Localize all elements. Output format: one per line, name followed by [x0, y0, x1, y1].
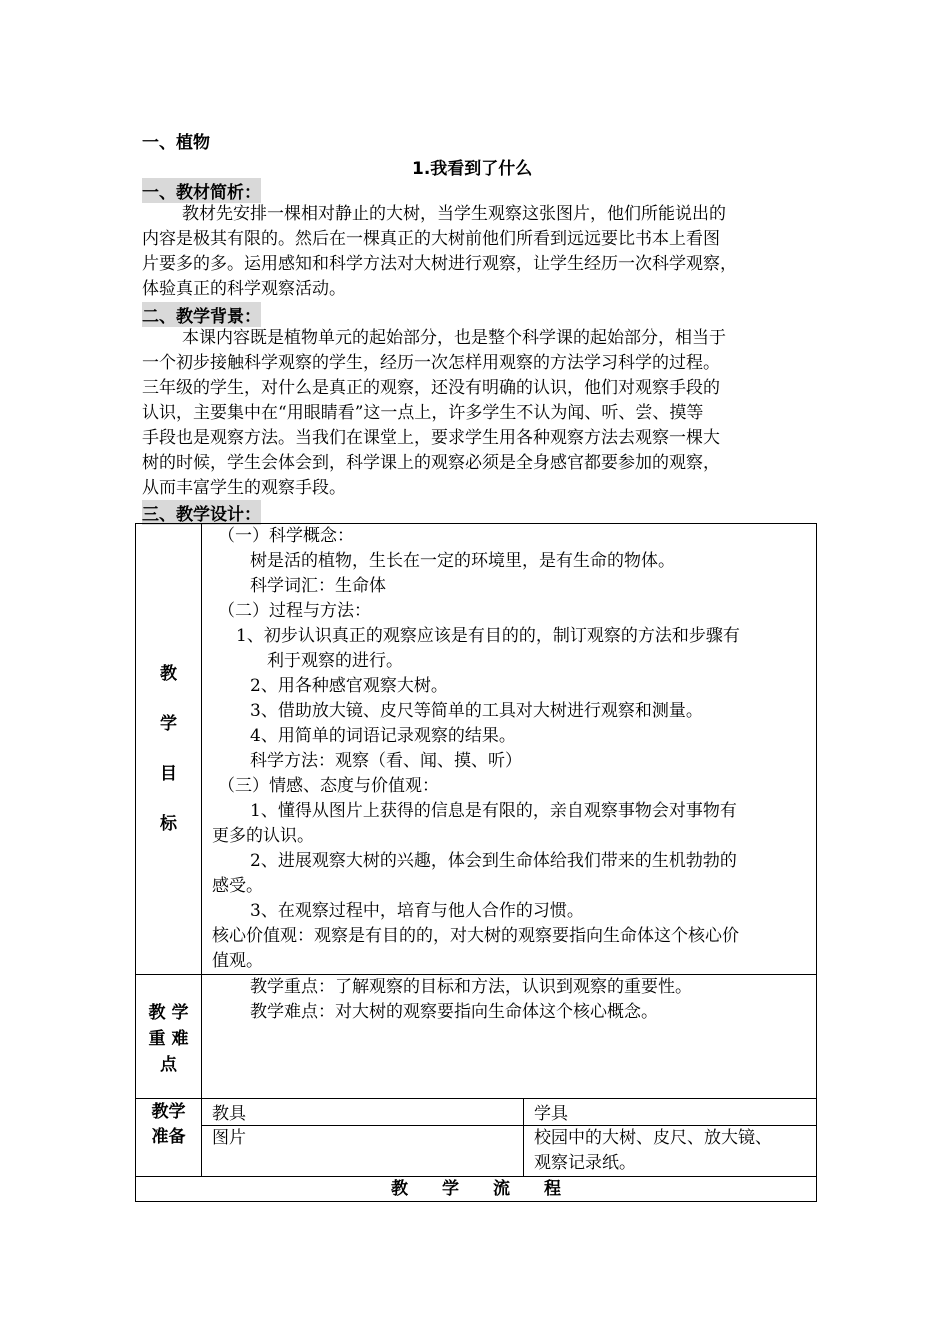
preparation-items-row — [136, 1126, 817, 1177]
paragraph-line: 从而丰富学生的观察手段。 — [142, 478, 346, 498]
preparation-label-cell — [136, 1099, 202, 1177]
student-tools-line: 校园中的大树、皮尺、放大镜、 — [534, 1128, 772, 1148]
key-points-label-cell — [136, 975, 202, 1099]
paragraph-line: 片要多的多。运用感知和科学方法对大树进行观察，让学生经历一次科学观察， — [142, 254, 737, 274]
preparation-label-line: 教学 — [151, 1102, 186, 1122]
goals-line: 更多的认识。 — [212, 826, 314, 846]
preparation-header-row — [136, 1099, 817, 1126]
key-points-line: 教学难点：对大树的观察要指向生命体这个核心概念。 — [250, 1002, 658, 1022]
goals-row — [136, 524, 817, 975]
key-points-row — [136, 975, 817, 1099]
section-heading-analysis: 一、教材简析： — [142, 178, 261, 203]
goals-line: （三）情感、态度与价值观： — [218, 776, 439, 796]
key-points-label-line: 点 — [160, 1055, 177, 1075]
goals-label-char: 标 — [160, 814, 177, 834]
goals-label-char: 学 — [160, 714, 177, 734]
goals-line: 4、用简单的词语记录观察的结果。 — [250, 726, 516, 746]
goals-label-cell — [136, 524, 202, 975]
section-heading-background: 二、教学背景： — [142, 302, 261, 327]
paragraph-line: 认识，主要集中在“用眼睛看”这一点上，许多学生不认为闻、听、尝、摸等 — [142, 403, 704, 423]
goals-line: 1、懂得从图片上获得的信息是有限的，亲自观察事物会对事物有 — [250, 801, 737, 821]
goals-line: 科学词汇：生命体 — [250, 576, 386, 596]
student-tools-line: 观察记录纸。 — [534, 1153, 636, 1173]
teaching-flow-header: 教 学 流 程 — [136, 1177, 817, 1202]
key-points-content-cell — [202, 975, 817, 1099]
teacher-tools-header: 教具 — [202, 1099, 524, 1126]
goals-line: （一）科学概念： — [218, 526, 354, 546]
key-points-label-line: 重 难 — [148, 1029, 189, 1049]
key-points-line: 教学重点：了解观察的目标和方法，认识到观察的重要性。 — [250, 977, 692, 997]
student-tools-header: 学具 — [524, 1099, 817, 1126]
paragraph-line: 教材先安排一棵相对静止的大树，当学生观察这张图片，他们所能说出的 — [182, 204, 726, 224]
flow-header-row — [136, 1177, 817, 1202]
goals-line: 3、在观察过程中，培育与他人合作的习惯。 — [250, 901, 584, 921]
goals-label-char: 教 — [160, 664, 177, 684]
goals-line: 树是活的植物，生长在一定的环境里，是有生命的物体。 — [250, 551, 675, 571]
lesson-plan-table — [135, 523, 817, 1202]
paragraph-line: 一个初步接触科学观察的学生，经历一次怎样用观察的方法学习科学的过程。 — [142, 353, 720, 373]
paragraph-line: 本课内容既是植物单元的起始部分，也是整个科学课的起始部分，相当于 — [182, 328, 726, 348]
paragraph-line: 体验真正的科学观察活动。 — [142, 279, 346, 299]
analysis-paragraph — [142, 202, 822, 302]
background-paragraph — [142, 326, 822, 501]
goals-content-cell — [202, 524, 817, 975]
key-points-label-line: 教 学 — [148, 1003, 189, 1023]
goals-line: 科学方法：观察（看、闻、摸、听） — [250, 751, 522, 771]
preparation-label-line: 准备 — [151, 1127, 186, 1147]
goals-line: 利于观察的进行。 — [267, 651, 403, 671]
lesson-title: 1.我看到了什么 — [412, 159, 533, 179]
goals-line: 3、借助放大镜、皮尺等简单的工具对大树进行观察和测量。 — [250, 701, 703, 721]
paragraph-line: 三年级的学生，对什么是真正的观察，还没有明确的认识，他们对观察手段的 — [142, 378, 720, 398]
goals-line: 核心价值观：观察是有目的的，对大树的观察要指向生命体这个核心价 — [212, 926, 739, 946]
goals-line: 1、初步认识真正的观察应该是有目的的，制订观察的方法和步骤有 — [236, 626, 740, 646]
teacher-tools-item: 图片 — [212, 1128, 246, 1148]
student-tools-cell — [524, 1126, 817, 1177]
section-heading-design: 三、教学设计： — [142, 500, 261, 525]
goals-line: （二）过程与方法： — [218, 601, 371, 621]
goals-label-char: 目 — [160, 764, 177, 784]
goals-line: 2、用各种感官观察大树。 — [250, 676, 448, 696]
paragraph-line: 树的时候，学生会体会到，科学课上的观察必须是全身感官都要参加的观察， — [142, 453, 720, 473]
paragraph-line: 内容是极其有限的。然后在一棵真正的大树前他们所看到远远要比书本上看图 — [142, 229, 720, 249]
unit-title: 一、植物 — [142, 133, 210, 153]
paragraph-line: 手段也是观察方法。当我们在课堂上，要求学生用各种观察方法去观察一棵大 — [142, 428, 720, 448]
goals-line: 感受。 — [212, 876, 263, 896]
teacher-tools-cell — [202, 1126, 524, 1177]
goals-line: 值观。 — [212, 951, 263, 971]
goals-line: 2、进展观察大树的兴趣，体会到生命体给我们带来的生机勃勃的 — [250, 851, 737, 871]
